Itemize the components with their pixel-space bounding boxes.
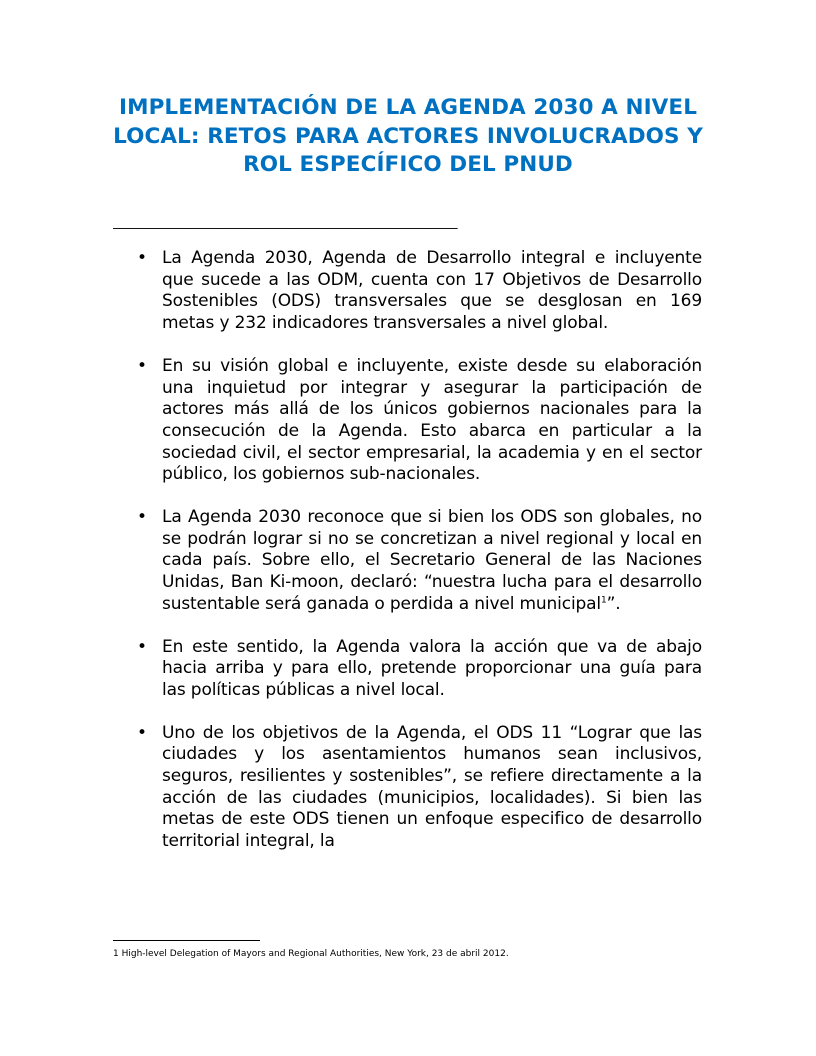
list-item <box>0 723 816 853</box>
list-item-text: La Agenda 2030, Agenda de Desarrollo integral e incluyente que sucede a las ODM, cuenta con 17 Objetivos de Desarrollo Sostenibles (ODS) transversales que se desglosan en 169 metas y 232 indicadores transversales a nivel global. <box>162 248 702 334</box>
list-item-text: En su visión global e incluyente, existe desde su elaboración una inquietud por integrar y asegurar la participación de actores más allá de los únicos gobiernos nacionales para la consecución de la Agenda. Esto abarca en particular a la sociedad civil, el sector empresarial, la academia y en el sector público, los gobiernos sub-nacionales. <box>162 355 702 485</box>
page-title: IMPLEMENTACIÓN DE LA AGENDA 2030 A NIVEL LOCAL: RETOS PARA ACTORES INVOLUCRADOS Y ROL ESPECÍFICO DEL PNUD <box>113 95 703 177</box>
bullet-icon: • <box>137 636 148 657</box>
bullet-icon: • <box>137 722 148 743</box>
list-item-text-main: La Agenda 2030 reconoce que si bien los ODS son globales, no se podrán lograr si no se concretizan a nivel regional y local en cada país. Sobre ello, el Secretario General de las Naciones Unidas, Ban Ki-moon, declaró: “nuestra lucha para el desarrollo sustentable será ganada o perdida a nivel municipal <box>162 507 702 614</box>
footnote: 1 High-level Delegation of Mayors and Regional Authorities, New York, 23 de abril 2012. <box>113 949 509 959</box>
bullet-icon: • <box>137 248 148 268</box>
list-item-text: Uno de los objetivos de la Agenda, el ODS 11 “Lograr que las ciudades y los asentamientos humanos sean inclusivos, seguros, resilientes y sostenibles”, se refiere directamente a la acción de las ciudades (municipios, localidades). Si bien las metas de este ODS tienen un enfoque especifico de desarrollo territorial integral, la <box>162 722 702 852</box>
list-item <box>0 507 816 616</box>
list-item-text: En este sentido, la Agenda valora la acción que va de abajo hacia arriba y para ello, pretende proporcionar una guía para las políticas públicas a nivel local. <box>162 636 702 700</box>
list-item-text-end: ”. <box>606 593 621 614</box>
bullet-icon: • <box>137 507 148 528</box>
list-item <box>0 356 816 486</box>
title-separator: _____________________________________________________ <box>113 215 458 230</box>
bullet-list <box>0 248 816 874</box>
footnote-reference[interactable]: 1 <box>601 595 607 606</box>
list-item <box>0 637 816 702</box>
footnote-separator <box>113 940 260 941</box>
list-item-text <box>162 507 702 616</box>
bullet-icon: • <box>137 355 148 376</box>
list-item <box>0 248 816 335</box>
